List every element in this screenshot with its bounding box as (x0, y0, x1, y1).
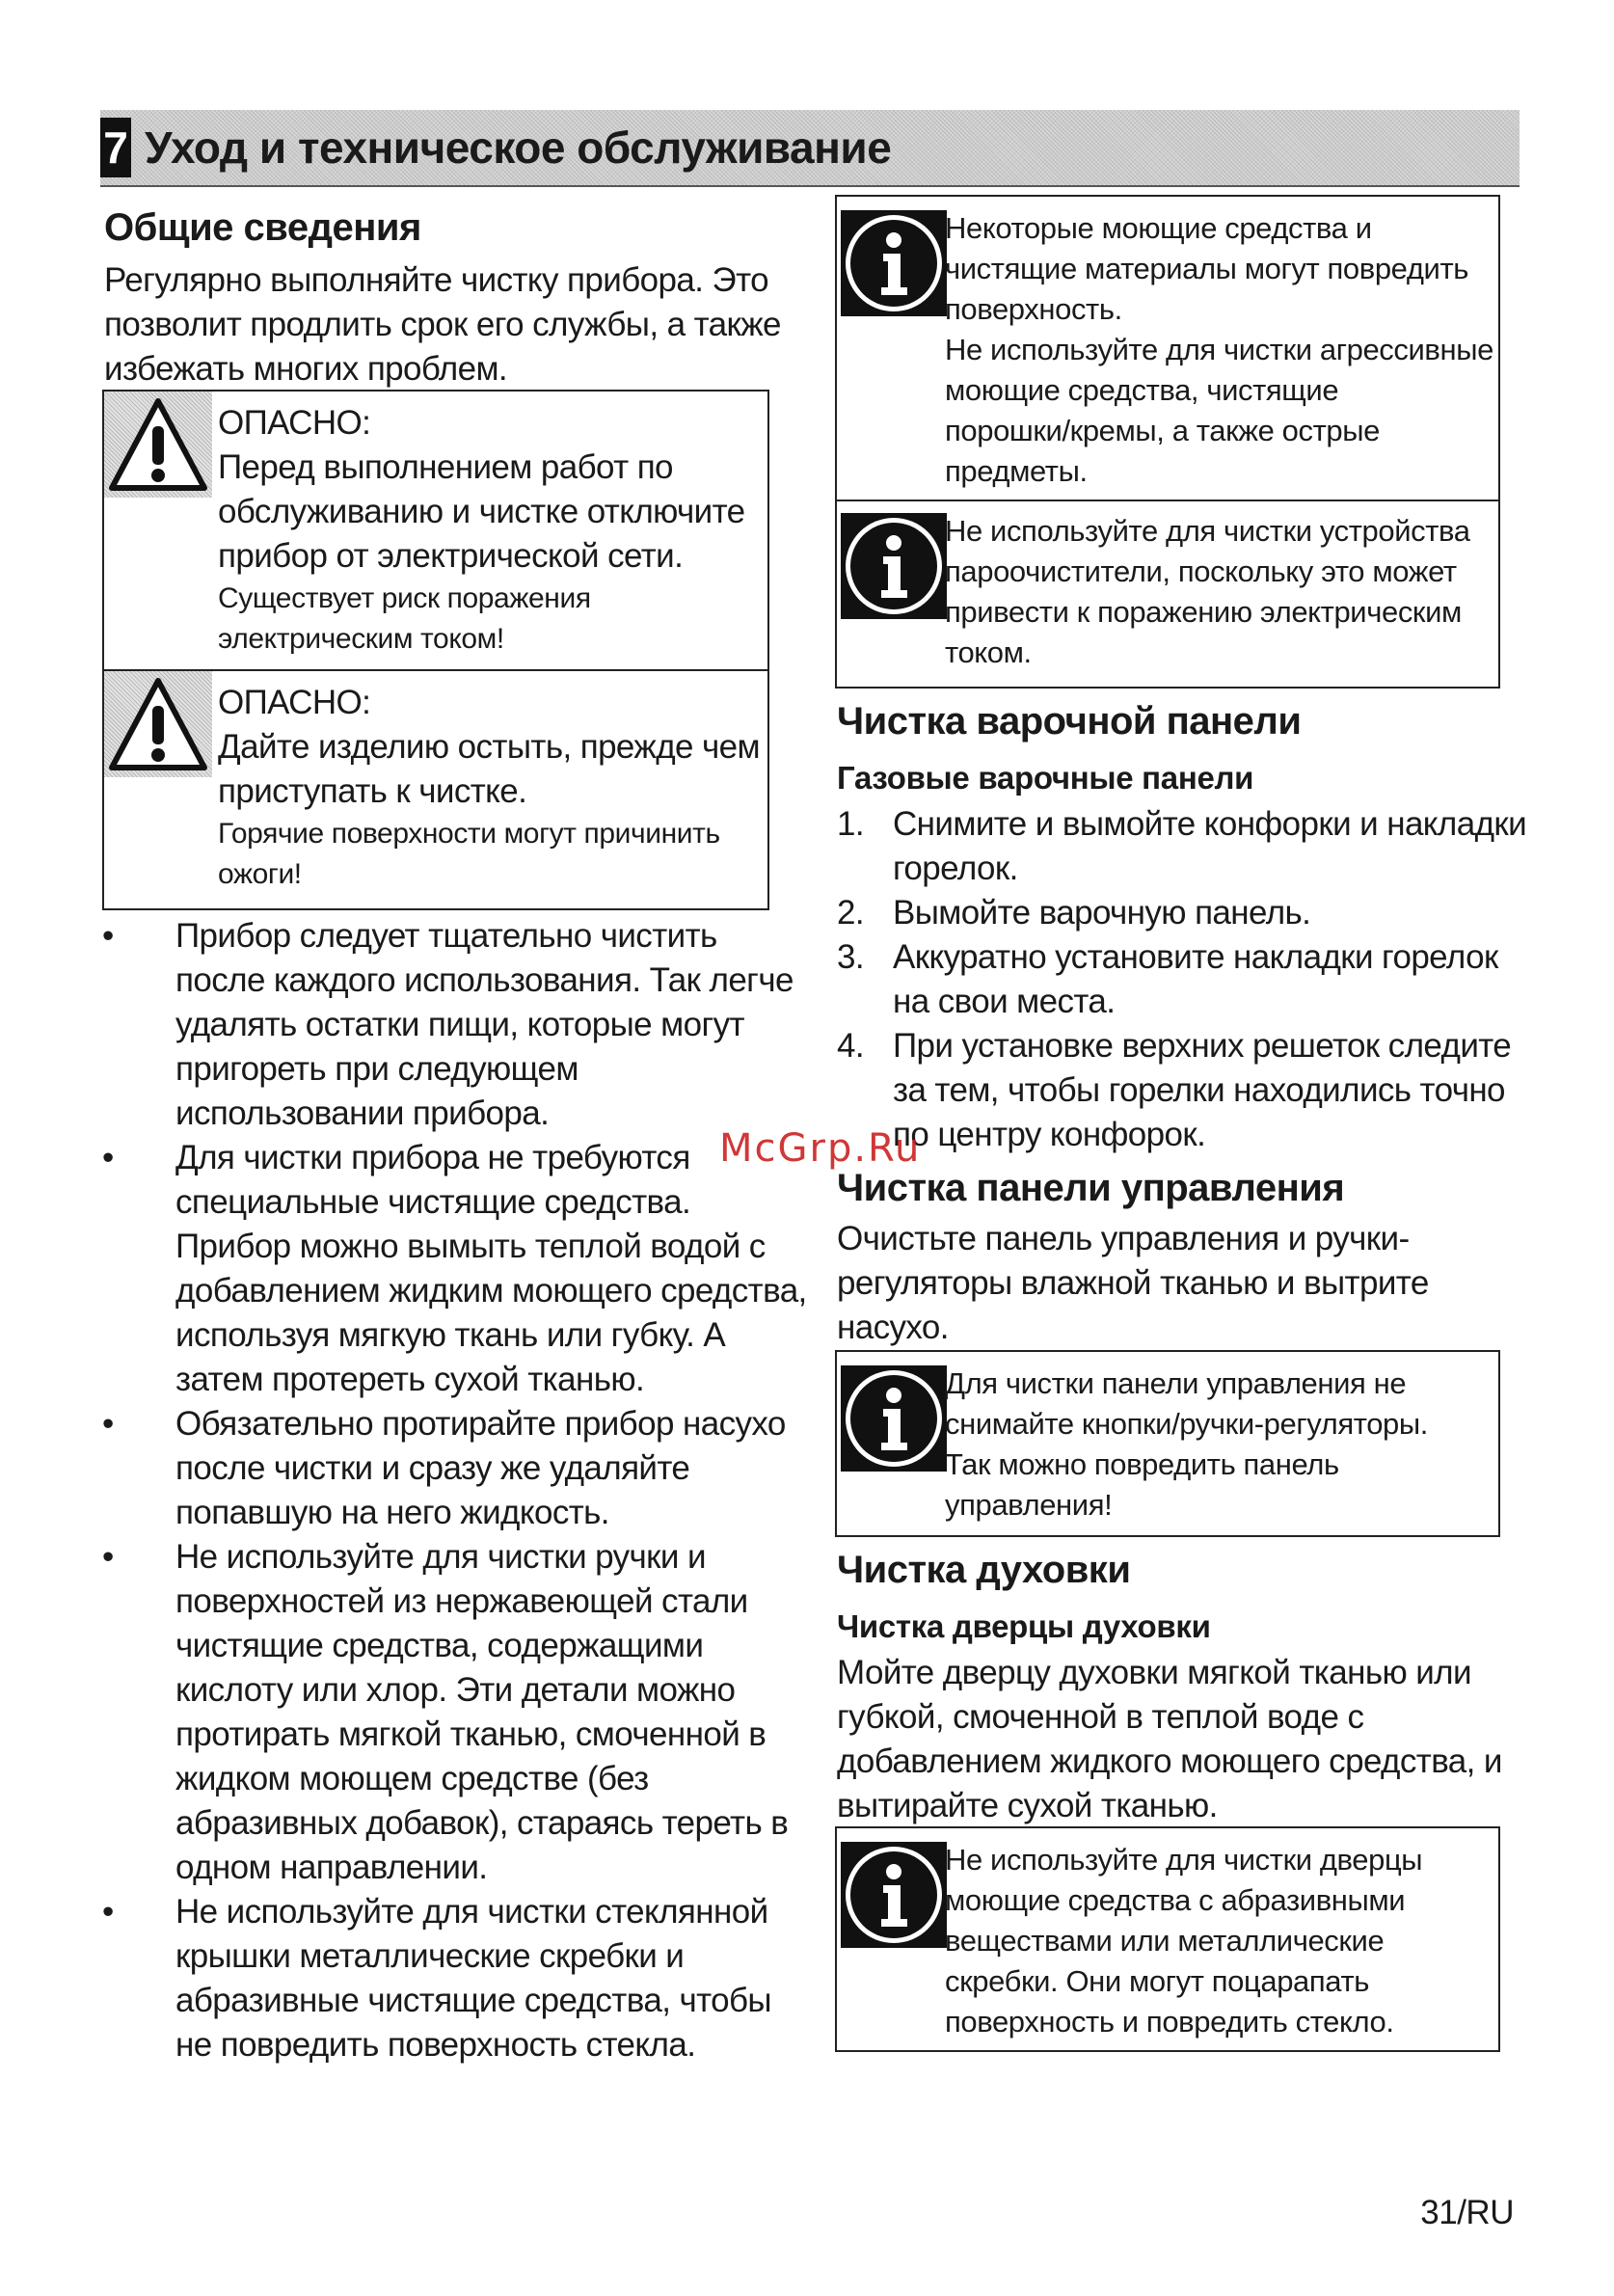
chapter-number: 7 (100, 118, 131, 177)
general-intro: Регулярно выполняйте чистку прибора. Это позволит продлить срок его службы, а также избежать многих проблем. (104, 261, 781, 388)
list-item: • Для чистки прибора не требуются специальные чистящие средства. Прибор можно вымыть теплой водой с добавлением жидким моющего средства, используя мягкую ткань или губку. А затем протереть сухой тканью. (102, 1139, 807, 1398)
warning-icon-bg (104, 671, 212, 777)
hob-subtitle: Газовые варочные панели (837, 760, 1254, 796)
hob-steps (837, 802, 1526, 1157)
control-panel-title: Чистка панели управления (837, 1167, 1345, 1209)
info-text-2: Не используйте для чистки устройства пароочистители, поскольку это может привести к поражению электрическим током. (945, 514, 1470, 669)
warning-icon-bg (104, 392, 212, 498)
info-box-control-panel (835, 1350, 1500, 1537)
danger-label: ОПАСНО: (218, 404, 371, 442)
danger-text: ОПАСНО: Дайте изделию остыть, прежде чем приступать к чистке. Горячие поверхности могут причинить ожоги! (218, 681, 760, 895)
list-item: 1. Снимите и вымойте конфорки и накладки горелок. (837, 805, 1527, 887)
hob-title: Чистка варочной панели (837, 700, 1302, 743)
chapter-title: Уход и техническое обслуживание (145, 122, 892, 173)
info-icon (841, 513, 947, 619)
list-item: 3. Аккуратно установите накладки горелок на свои места. (837, 938, 1498, 1020)
list-item: 2. Вымойте варочную панель. (837, 894, 1311, 932)
divider (837, 500, 1498, 501)
list-item: 4. При установке верхних решеток следите за тем, чтобы горелки находились точно по центру конфорок. (837, 1027, 1512, 1153)
info-icon (841, 1842, 947, 1948)
warning-triangle-icon (108, 677, 208, 773)
oven-subtitle: Чистка дверцы духовки (837, 1608, 1211, 1644)
list-item: • Не используйте для чистки ручки и поверхностей из нержавеющей стали чистящие средства, содержащими кислоту или хлор. Эти детали можно протирать мягкой тканью, смоченной в жидком моющем средстве (без абразивных добавок), стараясь тереть в одном направлении. (102, 1538, 789, 1886)
list-item: • Прибор следует тщательно чистить после каждого использования. Так легче удалять остатки пищи, которые могут пригореть при следующем использовании прибора. (102, 917, 794, 1132)
info-icon (841, 1365, 947, 1472)
oven-text: Мойте дверцу духовки мягкой тканью или губкой, смоченной в теплой воде с добавлением жидкого моющего средства, и вытирайте сухой тканью. (837, 1654, 1502, 1824)
danger-box-hot (102, 669, 769, 910)
oven-title: Чистка духовки (837, 1549, 1131, 1591)
warning-triangle-icon (108, 397, 208, 494)
watermark: McGrp.Ru (719, 1126, 922, 1171)
info-box-oven-door (835, 1826, 1500, 2052)
chapter-header (100, 110, 1520, 187)
info-icon (841, 210, 947, 316)
control-panel-text: Очистьте панель управления и ручки- регуляторы влажной тканью и вытрите насухо. (837, 1220, 1429, 1346)
info-text: Для чистки панели управления не снимайте кнопки/ручки-регуляторы. Так можно повредить панель управления! (945, 1366, 1428, 1522)
general-title: Общие сведения (104, 206, 421, 249)
page-number: 31/RU (1420, 2194, 1514, 2231)
info-box-detergents (835, 195, 1500, 689)
info-text: Не используйте для чистки дверцы моющие средства с абразивными веществами или металлические скребки. Они могут поцарапать поверхность и повредить стекло. (945, 1843, 1423, 2039)
care-bullet-list (102, 914, 807, 2067)
danger-text: ОПАСНО: Перед выполнением работ по обслуживанию и чистке отключите прибор от электрической сети. Существует риск поражения электрическим током! (218, 401, 745, 660)
list-item: • Не используйте для чистки стеклянной крышки металлические скребки и абразивные чистящие средства, чтобы не повредить поверхность стекла. (102, 1893, 771, 2064)
danger-label: ОПАСНО: (218, 684, 371, 721)
info-text-1: Некоторые моющие средства и чистящие материалы могут повредить поверхность. Не используйте для чистки агрессивные моющие средства, чистящие порошки/кремы, а также острые предметы. (945, 211, 1493, 488)
danger-box-electric (102, 390, 769, 671)
list-item: • Обязательно протирайте прибор насухо после чистки и сразу же удаляйте попавшую на него жидкость. (102, 1405, 786, 1531)
